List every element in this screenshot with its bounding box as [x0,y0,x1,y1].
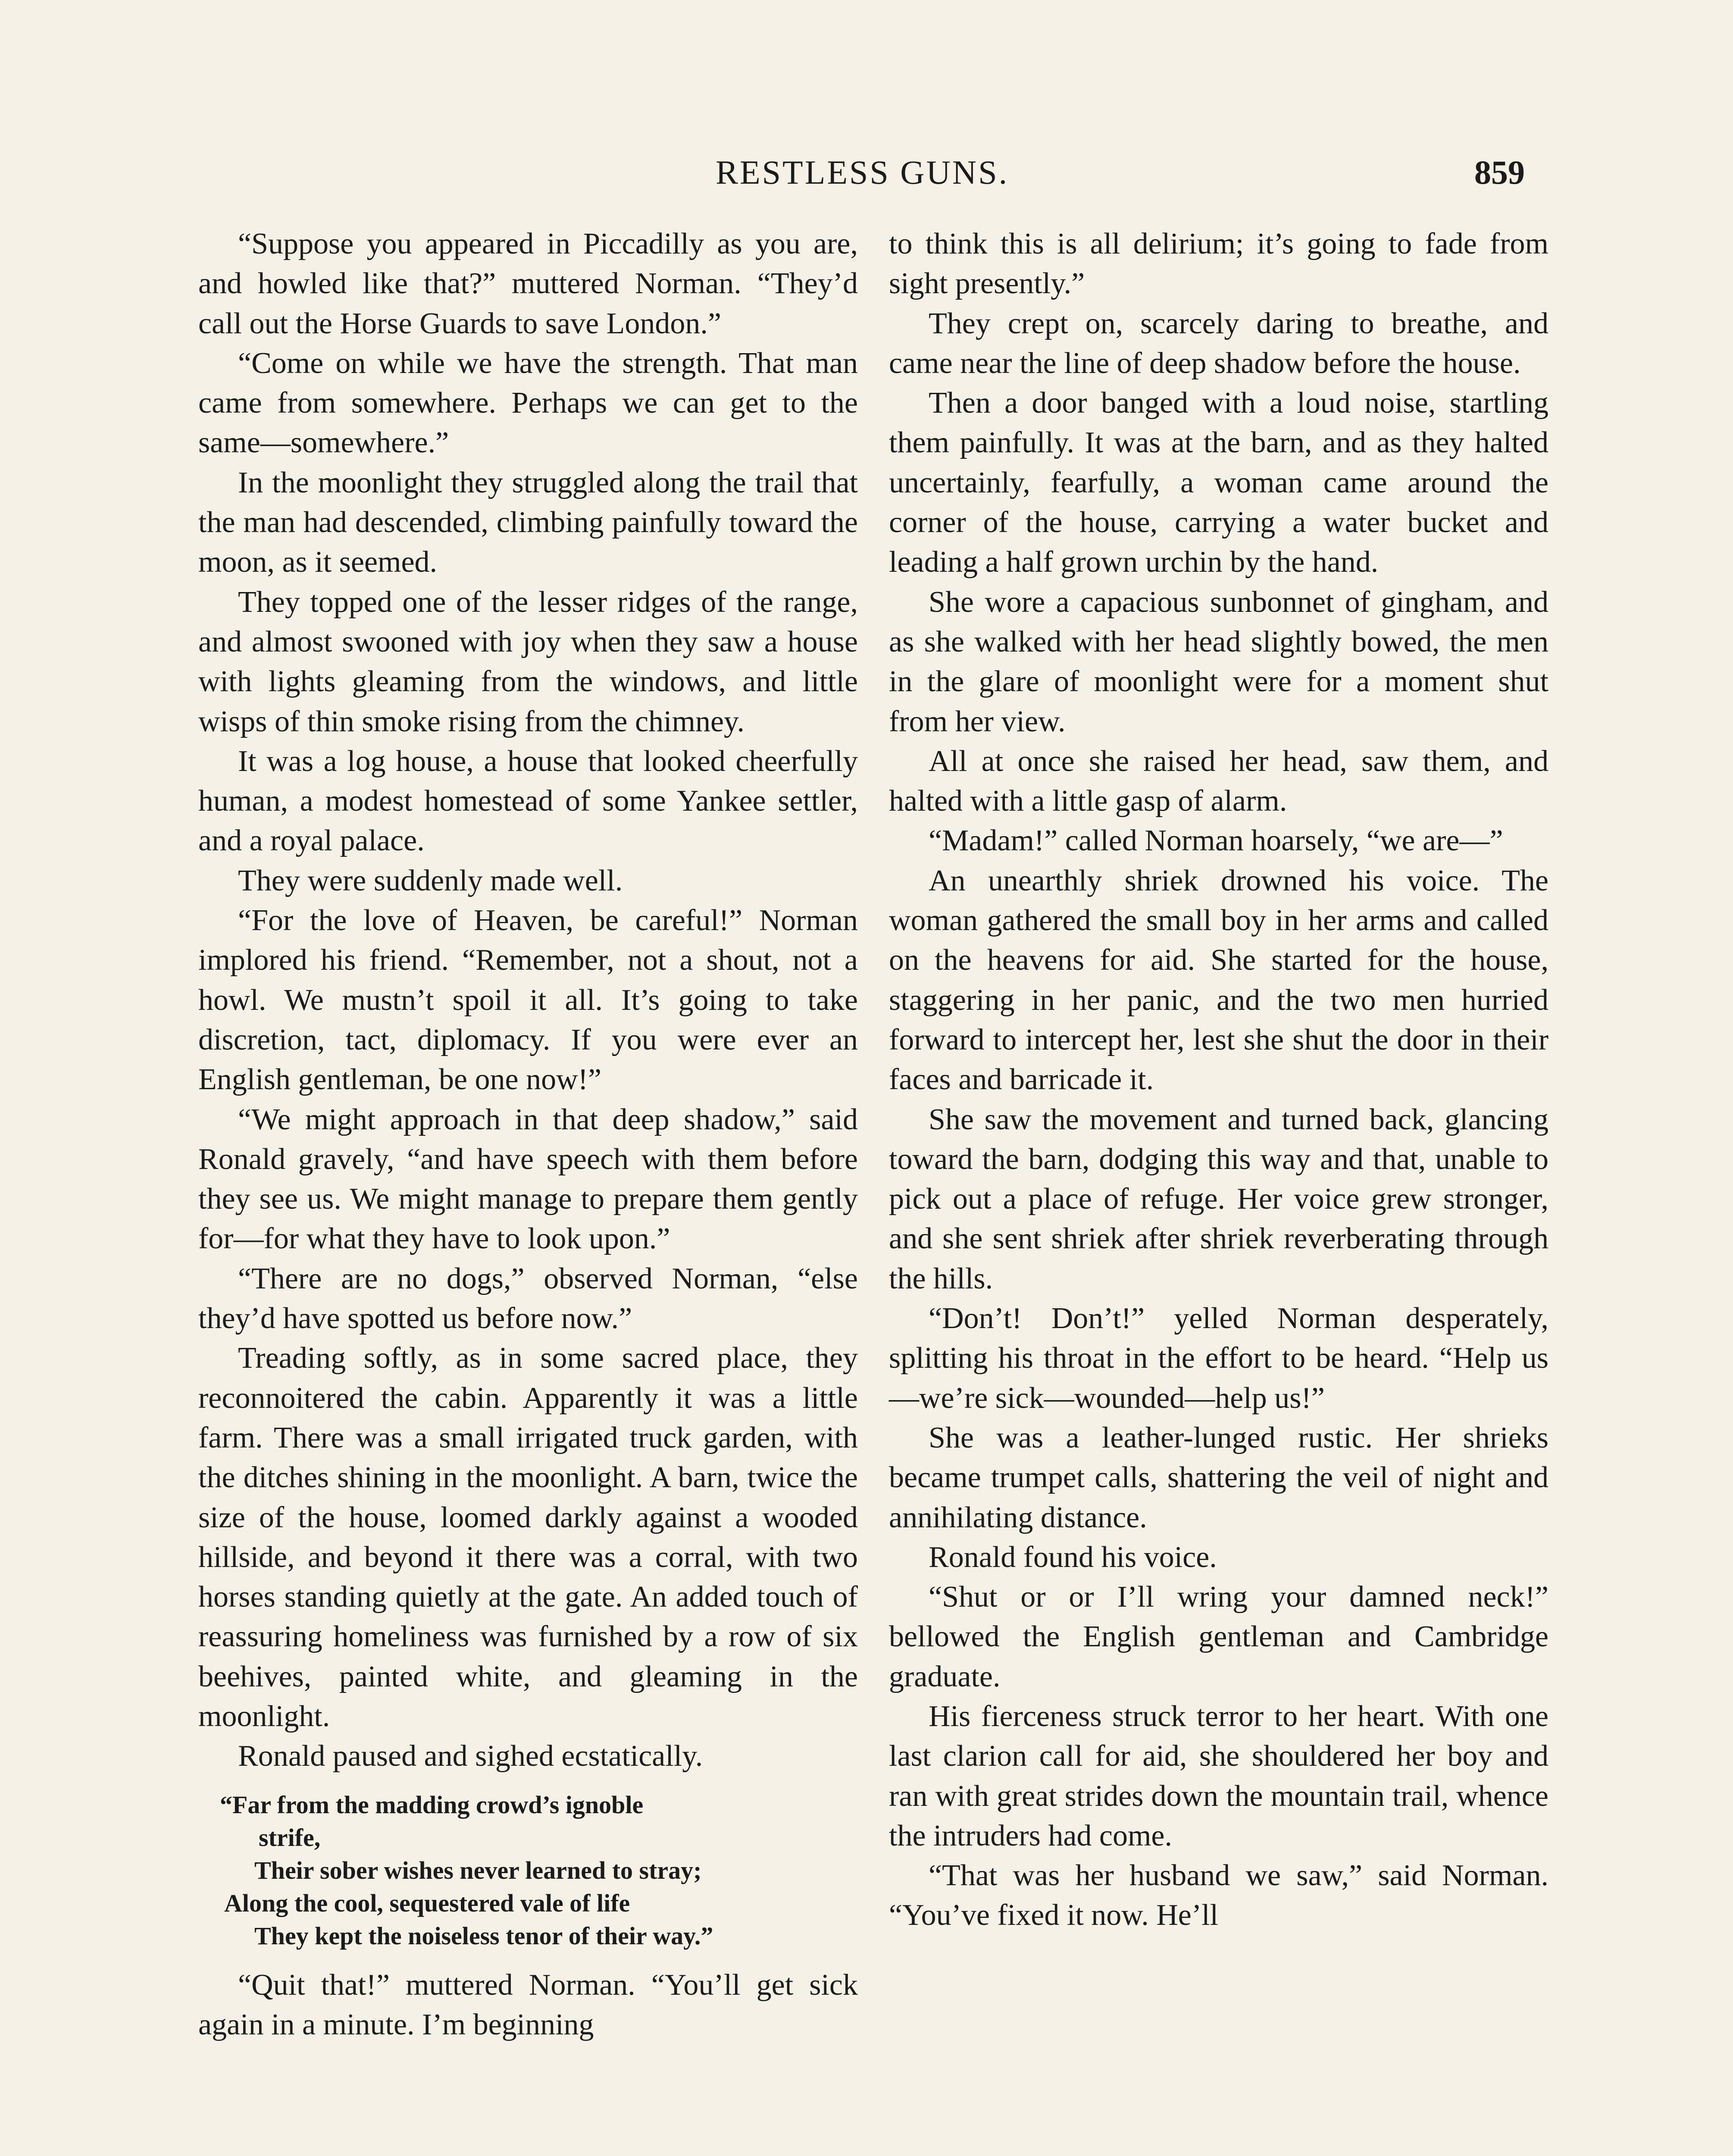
paragraph: Treading softly, as in some sacred place, they reconnoitered the cabin. Apparently it was a little farm. There was a small irrigated truck garden, with the ditches shining in the moonlight. A barn, twice the size of the house, loomed darkly against a wooded hillside, and beyond it there was a corral, with two horses standing quietly at the gate. An added touch of reassuring homeliness was furnished by a row of six beehives, painted white, and gleaming in the moonlight. [198,1341,858,1733]
paragraph: to think this is all delirium; it’s going to fade from sight presently.” [889,227,1548,301]
paragraph: She wore a capacious sunbonnet of gingham, and as she walked with her head slightly bowed, the men in the glare of moonlight were for a moment shut from her view. [889,585,1548,738]
poem-line: Along the cool, sequestered vale of life [224,1889,630,1917]
paragraph: Ronald found his voice. [929,1540,1217,1574]
poem-line: They kept the noiseless tenor of their way.” [254,1921,713,1950]
page-number: 859 [1474,154,1525,191]
paragraph: “Come on while we have the strength. That man came from somewhere. Perhaps we can get to the same—somewhere.” [198,346,858,460]
paragraph: It was a log house, a house that looked cheerfully human, a modest homestead of some Yankee settler, and a royal palace. [198,744,858,858]
paragraph: “Quit that!” muttered Norman. “You’ll get sick again in a minute. I’m beginning [198,1968,858,2041]
paragraph: “Madam!” called Norman hoarsely, “we are—” [929,824,1503,858]
paragraph: Ronald paused and sighed ecstatically. [238,1739,703,1773]
paragraph: She saw the movement and turned back, glancing toward the barn, dodging this way and that, unable to pick out a place of refuge. Her voice grew stronger, and she sent shriek after shriek reverberating through the hills. [889,1103,1548,1295]
paragraph: “Suppose you appeared in Piccadilly as you are, and howled like that?” muttered Norman. “They’d call out the Horse Guards to save London.” [198,227,858,340]
paragraph: She was a leather-lunged rustic. Her shrieks became trumpet calls, shattering the veil of night and annihilating distance. [889,1421,1548,1534]
paragraph: “There are no dogs,” observed Norman, “else they’d have spotted us before now.” [198,1262,858,1335]
paragraph: They were suddenly made well. [238,864,623,897]
poem-quote [198,1789,858,1952]
poem-line: “Far from the madding crowd’s ignoble [220,1790,644,1819]
paragraph: “For the love of Heaven, be careful!” Norman implored his friend. “Remember, not a shout, not a howl. We mustn’t spoil it all. It’s going to take discretion, tact, diplomacy. If you were ever an English gentleman, be one now!” [198,904,858,1097]
paragraph: “Don’t! Don’t!” yelled Norman desperately, splitting his throat in the effort to be heard. “Help us—we’re sick—wounded—help us!” [889,1302,1548,1415]
page-header [0,147,1733,198]
paragraph: All at once she raised her head, saw them, and halted with a little gasp of alarm. [889,744,1548,818]
poem-line: strife, [259,1823,321,1852]
paragraph: Then a door banged with a loud noise, startling them painfully. It was at the barn, and as they halted uncertainly, fearfully, a woman came around the corner of the house, carrying a water bucket and leading a half grown urchin by the hand. [889,386,1548,579]
paragraph: “Shut or or I’ll wring your damned neck!” bellowed the English gentleman and Cambridge graduate. [889,1580,1548,1693]
paragraph: They crept on, scarcely daring to breathe, and came near the line of deep shadow before the house. [889,307,1548,380]
paragraph: In the moonlight they struggled along the trail that the man had descended, climbing painfully toward the moon, as it seemed. [198,466,858,579]
paragraph: “We might approach in that deep shadow,” said Ronald gravely, “and have speech with them before they see us. We might manage to prepare them gently for—for what they have to look upon.” [198,1103,858,1256]
paragraph: “That was her husband we saw,” said Norman. “You’ve fixed it now. He’ll [889,1859,1548,1932]
left-column [198,224,858,2045]
right-column [889,224,1548,1936]
running-title: RESTLESS GUNS. [716,154,1009,191]
paragraph: His fierceness struck terror to her heart. With one last clarion call for aid, she shouldered her boy and ran with great strides down the mountain trail, whence the intruders had come. [889,1699,1548,1852]
paragraph: They topped one of the lesser ridges of the range, and almost swooned with joy when they saw a house with lights gleaming from the windows, and little wisps of thin smoke rising from the chimney. [198,585,858,738]
paragraph: An unearthly shriek drowned his voice. The woman gathered the small boy in her arms and called on the heavens for aid. She started for the house, staggering in her panic, and the two men hurried forward to intercept her, lest she shut the door in their faces and barricade it. [889,864,1548,1097]
poem-line: Their sober wishes never learned to stray; [254,1856,702,1884]
